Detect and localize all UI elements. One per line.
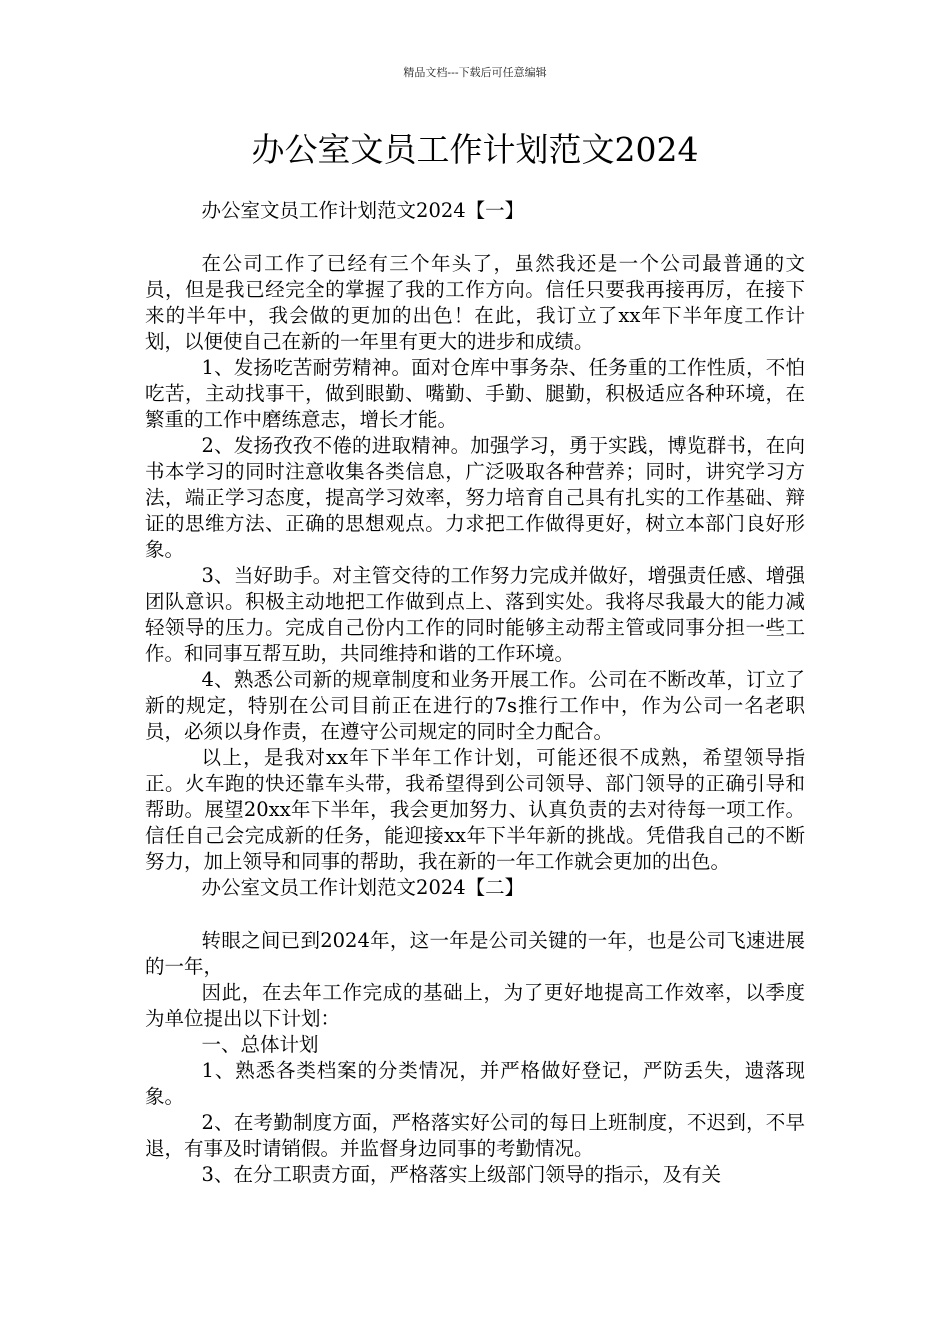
paragraph: 3、当好助手。对主管交待的工作努力完成并做好，增强责任感、增强团队意识。积极主动地把工作做到点上、落到实处。我将尽我最大的能力减轻领导的压力。完成自己份内工作的同时能够主动帮主管或同事分担一些工作。和同事互帮互助，共同维持和谐的工作环境。 (145, 564, 805, 665)
paragraph: 2、在考勤制度方面，严格落实好公司的每日上班制度，不迟到，不早退，有事及时请销假。并监督身边同事的考勤情况。 (145, 1111, 805, 1160)
subheading: 一、总体计划 (201, 1033, 319, 1056)
paragraph: 因此，在去年工作完成的基础上，为了更好地提高工作效率，以季度为单位提出以下计划： (145, 981, 805, 1030)
paragraph: 1、发扬吃苦耐劳精神。面对仓库中事务杂、任务重的工作性质，不怕吃苦，主动找事干，做到眼勤、嘴勤、手勤、腿勤，积极适应各种环境，在繁重的工作中磨练意志，增长才能。 (145, 356, 805, 431)
section-heading-2: 办公室文员工作计划范文2024【二】 (201, 876, 525, 899)
document-body (145, 198, 805, 1188)
section-heading-1: 办公室文员工作计划范文2024【一】 (201, 199, 525, 222)
paragraph: 3、在分工职责方面，严格落实上级部门领导的指示，及有关 (201, 1163, 721, 1186)
paragraph: 1、熟悉各类档案的分类情况，并严格做好登记，严防丢失，遗落现象。 (145, 1059, 805, 1108)
paragraph: 在公司工作了已经有三个年头了，虽然我还是一个公司最普通的文员，但是我已经完全的掌握了我的工作方向。信任只要我再接再厉，在接下来的半年中，我会做的更加的出色！在此，我订立了xx年下半年度工作计划，以便使自己在新的一年里有更大的进步和成绩。 (145, 252, 805, 353)
paragraph: 转眼之间已到2024年，这一年是公司关键的一年，也是公司飞速进展的一年， (145, 929, 805, 978)
paragraph: 2、发扬孜孜不倦的进取精神。加强学习，勇于实践，博览群书，在向书本学习的同时注意收集各类信息，广泛吸取各种营养；同时，讲究学习方法，端正学习态度，提高学习效率，努力培育自己具有扎实的工作基础、辩证的思维方法、正确的思想观点。力求把工作做得更好，树立本部门良好形象。 (145, 434, 805, 561)
paragraph: 以上，是我对xx年下半年工作计划，可能还很不成熟，希望领导指正。火车跑的快还靠车头带，我希望得到公司领导、部门领导的正确引导和帮助。展望20xx年下半年，我会更加努力、认真负责的去对待每一项工作。信任自己会完成新的任务，能迎接xx年下半年新的挑战。凭借我自己的不断努力，加上领导和同事的帮助，我在新的一年工作就会更加的出色。 (145, 746, 805, 873)
page-header-note: 精品文档---下载后可任意编辑 (403, 66, 547, 79)
paragraph: 4、熟悉公司新的规章制度和业务开展工作。公司在不断改革，订立了新的规定，特别在公司目前正在进行的7s推行工作中，作为公司一名老职员，必须以身作责，在遵守公司规定的同时全力配合。 (145, 668, 805, 743)
document-title: 办公室文员工作计划范文2024 (251, 130, 699, 169)
